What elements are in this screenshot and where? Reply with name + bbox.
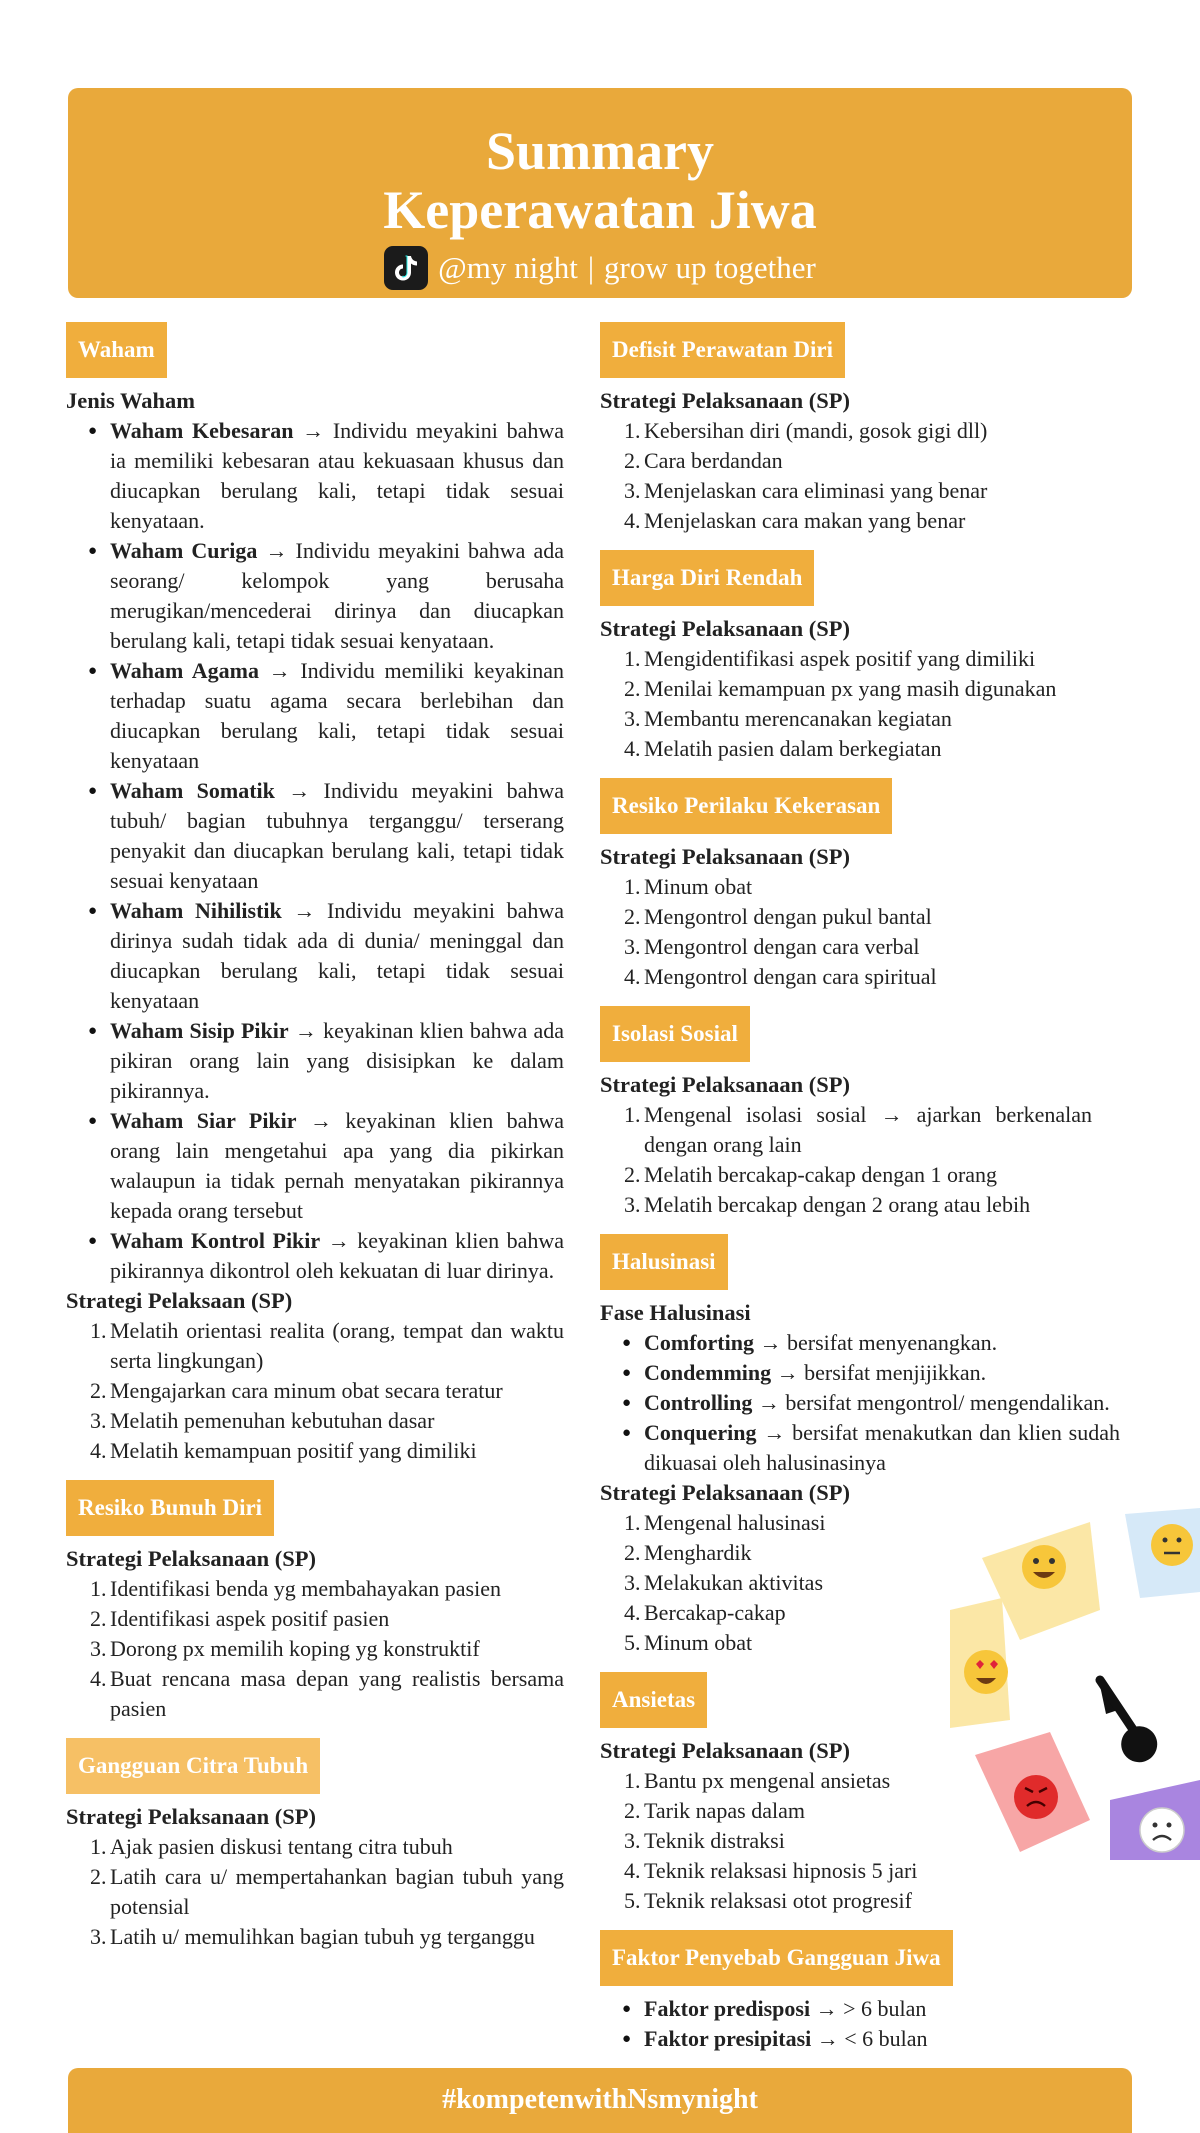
item-number: 3. [90,1924,107,1949]
list-item [624,446,1120,476]
item-text: Mengontrol dengan cara verbal [644,934,920,959]
item-text: Ajak pasien diskusi tentang citra tubuh [110,1834,453,1859]
section-label-faktor-penyebab: Faktor Penyebab Gangguan Jiwa [600,1930,953,1986]
item-number: 3. [624,1192,641,1217]
list-item [110,1016,564,1106]
list-item [644,1328,1120,1358]
arrow-icon: → [327,1228,350,1253]
title-line-1: Summary [486,121,714,181]
tagline-text: grow up together [604,250,816,285]
waham-sp-heading: Strategi Pelaksaan (SP) [66,1288,293,1313]
defisit-perawatan-diri-sp-list [600,416,1120,536]
handle-text: @my night [438,250,578,285]
item-number: 3. [624,1828,641,1853]
item-number: 3. [624,706,641,731]
list-item [110,1226,564,1286]
section-label-defisit-perawatan-diri: Defisit Perawatan Diri [600,322,845,378]
item-text: Mengidentifikasi aspek positif yang dimiliki [644,646,1036,671]
item-number: 4. [624,508,641,533]
item-description: Individu meyakini bahwa dirinya sudah tidak ada di dunia/ meninggal dan diucapkan berulang kali, tetapi tidak sesuai kenyataan [110,898,565,1013]
list-item [110,656,564,776]
arrow-icon: → [268,658,291,683]
list-item [90,1316,564,1376]
arrow-icon: → [816,2026,839,2051]
list-item [110,1106,564,1226]
item-text: Buat rencana masa depan yang realistis bersama pasien [110,1666,564,1721]
item-text: Melatih bercakap-cakap dengan 1 orang [644,1162,998,1187]
item-number: 1. [624,646,641,671]
list-item [624,1856,1120,1886]
fase-halusinasi-heading: Fase Halusinasi [600,1300,751,1325]
item-text: Mengontrol dengan cara spiritual [644,964,937,989]
item-text: Teknik relaksasi otot progresif [644,1888,912,1913]
ansietas-sp-heading: Strategi Pelaksanaan (SP) [600,1738,850,1763]
item-number: 4. [90,1666,107,1691]
item-number: 3. [90,1636,107,1661]
item-text: Mengenal halusinasi [644,1510,826,1535]
item-term: Waham Somatik [110,778,275,803]
item-text: Bantu px mengenal ansietas [644,1768,891,1793]
list-item [644,1994,1120,2024]
item-number: 1. [90,1576,107,1601]
item-description: bersifat mengontrol/ mengendalikan. [785,1390,1110,1415]
item-text: Tarik napas dalam [644,1798,805,1823]
tiktok-icon [384,246,428,290]
item-number: 1. [624,418,641,443]
item-text: Teknik relaksasi hipnosis 5 jari [644,1858,918,1883]
list-item [624,1100,1092,1160]
list-item [90,1436,564,1466]
list-item [110,536,564,656]
item-number: 5. [624,1888,641,1913]
item-text: Minum obat [644,874,753,899]
halusinasi-sp-heading: Strategi Pelaksanaan (SP) [600,1480,850,1505]
list-item [624,962,1120,992]
item-term: Conquering [644,1420,757,1445]
item-text: Bercakap-cakap [644,1600,786,1625]
item-description: bersifat menyenangkan. [786,1330,998,1355]
arrow-icon: → [815,1996,838,2021]
item-text: Melatih kemampuan positif yang dimiliki [110,1438,477,1463]
gangguan-citra-tubuh-sp-heading: Strategi Pelaksanaan (SP) [66,1804,316,1829]
item-text: Melatih bercakap dengan 2 orang atau lebih [644,1192,1031,1217]
item-description: > 6 bulan [843,1996,927,2021]
arrow-icon: → [309,1108,332,1133]
resiko-perilaku-kekerasan-sp-heading: Strategi Pelaksanaan (SP) [600,844,850,869]
item-text: Mengenal isolasi sosial → ajarkan berkenalan dengan orang lain [644,1102,1092,1157]
harga-diri-rendah-sp-list [600,644,1120,764]
arrow-icon: → [294,1018,317,1043]
item-number: 1. [624,1768,641,1793]
item-description: bersifat menjijikkan. [804,1360,987,1385]
footer-banner [68,2068,1132,2133]
list-item [90,1922,564,1952]
header-subtitle [68,246,1132,290]
item-text: Melatih pasien dalam berkegiatan [644,736,942,761]
list-item [90,1832,564,1862]
list-item [644,2024,1120,2054]
item-description: Individu meyakini bahwa ada seorang/ kelompok yang berusaha merugikan/mencederai dirinya dan diucapkan berulang kali, tetapi tidak sesuai kenyataan. [110,538,564,653]
item-number: 4. [624,964,641,989]
handle-divider: | [587,250,595,285]
header-banner [68,88,1132,298]
list-item [644,1388,1120,1418]
arrow-icon: → [776,1360,799,1385]
section-label-gangguan-citra-tubuh: Gangguan Citra Tubuh [66,1738,320,1794]
item-text: Latih cara u/ mempertahankan bagian tubuh yang potensial [110,1864,564,1919]
resiko-bunuh-diri-sp-heading: Strategi Pelaksanaan (SP) [66,1546,316,1571]
item-term: Waham Nihilistik [110,898,282,923]
arrow-icon: → [293,898,316,923]
section-label-halusinasi: Halusinasi [600,1234,728,1290]
item-description: Individu memiliki keyakinan terhadap suatu agama secara berlebihan dan diucapkan berulang kali, tetapi tidak sesuai kenyataan [110,658,565,773]
item-term: Faktor presipitasi [644,2026,812,2051]
item-number: 2. [90,1606,107,1631]
arrow-icon: → [265,538,288,563]
list-item [90,1634,564,1664]
list-item [624,872,1120,902]
item-text: Menilai kemampuan px yang masih digunakan [644,676,1057,701]
angry-face-icon [1014,1775,1058,1819]
item-text: Menghardik [644,1540,752,1565]
item-number: 4. [624,1600,641,1625]
waham-types-list [66,416,564,1286]
item-description: keyakinan klien bahwa ada pikiran orang lain yang disisipkan ke dalam pikirannya. [110,1018,565,1103]
isolasi-sosial-sp-heading: Strategi Pelaksanaan (SP) [600,1072,850,1097]
item-number: 1. [624,1510,641,1535]
list-item [624,674,1120,704]
section-label-waham: Waham [66,322,167,378]
item-text: Identifikasi benda yg membahayakan pasien [110,1576,501,1601]
item-number: 2. [624,1540,641,1565]
item-text: Melatih orientasi realita (orang, tempat dan waktu serta lingkungan) [110,1318,564,1373]
item-term: Comforting [644,1330,754,1355]
item-text: Melakukan aktivitas [644,1570,824,1595]
item-description: < 6 bulan [844,2026,928,2051]
list-item [90,1574,564,1604]
list-item [624,902,1120,932]
item-term: Faktor predisposi [644,1996,811,2021]
faktor-penyebab-list [600,1994,1120,2054]
item-text: Latih u/ memulihkan bagian tubuh yg terganggu [110,1924,535,1949]
list-item [624,416,1120,446]
item-text: Dorong px memilih koping yg konstruktif [110,1636,480,1661]
list-item [624,1190,1092,1220]
item-text: Cara berdandan [644,448,783,473]
item-number: 2. [624,1798,641,1823]
list-item [90,1376,564,1406]
list-item [90,1406,564,1436]
list-item [624,734,1120,764]
list-item [110,896,564,1016]
list-item [624,506,1120,536]
item-term: Controlling [644,1390,753,1415]
item-text: Menjelaskan cara eliminasi yang benar [644,478,988,503]
list-item [90,1862,564,1922]
section-label-resiko-bunuh-diri: Resiko Bunuh Diri [66,1480,274,1536]
item-text: Mengontrol dengan pukul bantal [644,904,932,929]
section-label-resiko-perilaku-kekerasan: Resiko Perilaku Kekerasan [600,778,892,834]
item-number: 2. [90,1864,107,1889]
arrow-icon: → [288,778,311,803]
fase-halusinasi-list [600,1328,1120,1478]
list-item [624,476,1120,506]
waham-sp-list [66,1316,564,1466]
item-description: Individu meyakini bahwa ia memiliki kebesaran atau kekuasaan khusus dan diucapkan berulang kali, tetapi tidak sesuai kenyataan. [110,418,564,533]
item-text: Kebersihan diri (mandi, gosok gigi dll) [644,418,988,443]
left-column [66,322,564,1952]
title-line-2: Keperawatan Jiwa [383,180,817,240]
item-number: 3. [90,1408,107,1433]
list-item [624,704,1120,734]
list-item [624,644,1120,674]
neutral-face-icon [1151,1524,1193,1566]
item-number: 4. [624,1858,641,1883]
gauge-needle-icon [1098,1676,1157,1762]
list-item [110,776,564,896]
item-text: Teknik distraksi [644,1828,785,1853]
item-number: 1. [90,1834,107,1859]
item-term: Waham Sisip Pikir [110,1018,289,1043]
arrow-icon: → [757,1390,780,1415]
defisit-perawatan-diri-sp-heading: Strategi Pelaksanaan (SP) [600,388,850,413]
resiko-bunuh-diri-sp-list [66,1574,564,1724]
item-description: keyakinan klien bahwa pikirannya dikontrol oleh kekuatan di luar dirinya. [110,1228,565,1283]
list-item [644,1358,1120,1388]
item-text: Melatih pemenuhan kebutuhan dasar [110,1408,435,1433]
item-number: 4. [90,1438,107,1463]
section-label-harga-diri-rendah: Harga Diri Rendah [600,550,814,606]
item-number: 2. [624,904,641,929]
item-number: 3. [624,934,641,959]
isolasi-sosial-sp-list [600,1100,1092,1220]
item-number: 5. [624,1630,641,1655]
smile-face-icon [1022,1545,1066,1589]
item-number: 1. [624,874,641,899]
list-item [624,1160,1092,1190]
item-number: 2. [624,448,641,473]
item-description: Individu meyakini bahwa tubuh/ bagian tubuhnya terganggu/ terserang penyakit dan diucapkan berulang kali, tetapi tidak sesuai kenyataan [110,778,564,893]
item-number: 1. [624,1102,641,1127]
item-description: keyakinan klien bahwa orang lain mengetahui apa yang dia pikirkan walaupun ia tidak pernah menyatakan pikirannya kepada orang tersebut [110,1108,565,1223]
section-label-isolasi-sosial: Isolasi Sosial [600,1006,750,1062]
arrow-icon: → [302,418,325,443]
list-item [90,1604,564,1634]
item-term: Waham Agama [110,658,259,683]
list-item [110,416,564,536]
item-term: Waham Curiga [110,538,258,563]
gangguan-citra-tubuh-sp-list [66,1832,564,1952]
item-term: Waham Kebesaran [110,418,294,443]
item-text: Menjelaskan cara makan yang benar [644,508,966,533]
harga-diri-rendah-sp-heading: Strategi Pelaksanaan (SP) [600,616,850,641]
list-item [624,932,1120,962]
item-text: Mengajarkan cara minum obat secara teratur [110,1378,503,1403]
arrow-icon: → [763,1420,786,1445]
item-number: 1. [90,1318,107,1343]
item-number: 2. [624,676,641,701]
item-number: 3. [624,478,641,503]
item-number: 2. [624,1162,641,1187]
resiko-perilaku-kekerasan-sp-list [600,872,1120,992]
section-label-ansietas: Ansietas [600,1672,707,1728]
item-term: Waham Kontrol Pikir [110,1228,321,1253]
arrow-icon: → [759,1330,782,1355]
item-number: 3. [624,1570,641,1595]
list-item [624,1886,1120,1916]
item-number: 4. [624,736,641,761]
item-term: Waham Siar Pikir [110,1108,297,1133]
item-number: 2. [90,1378,107,1403]
item-text: Identifikasi aspek positif pasien [110,1606,390,1631]
sad-face-icon [1140,1808,1184,1852]
list-item [90,1664,564,1724]
heart-eyes-face-icon [964,1650,1008,1694]
list-item [644,1418,1120,1478]
mood-gauge-illustration [940,1500,1200,1860]
item-term: Condemming [644,1360,772,1385]
item-description: bersifat menakutkan dan klien sudah dikuasai oleh halusinasinya [644,1420,1120,1475]
item-text: Membantu merencanakan kegiatan [644,706,952,731]
item-text: Minum obat [644,1630,753,1655]
footer-hashtag: #kompetenwithNsmynight [442,2084,758,2115]
jenis-waham-heading: Jenis Waham [66,388,195,413]
